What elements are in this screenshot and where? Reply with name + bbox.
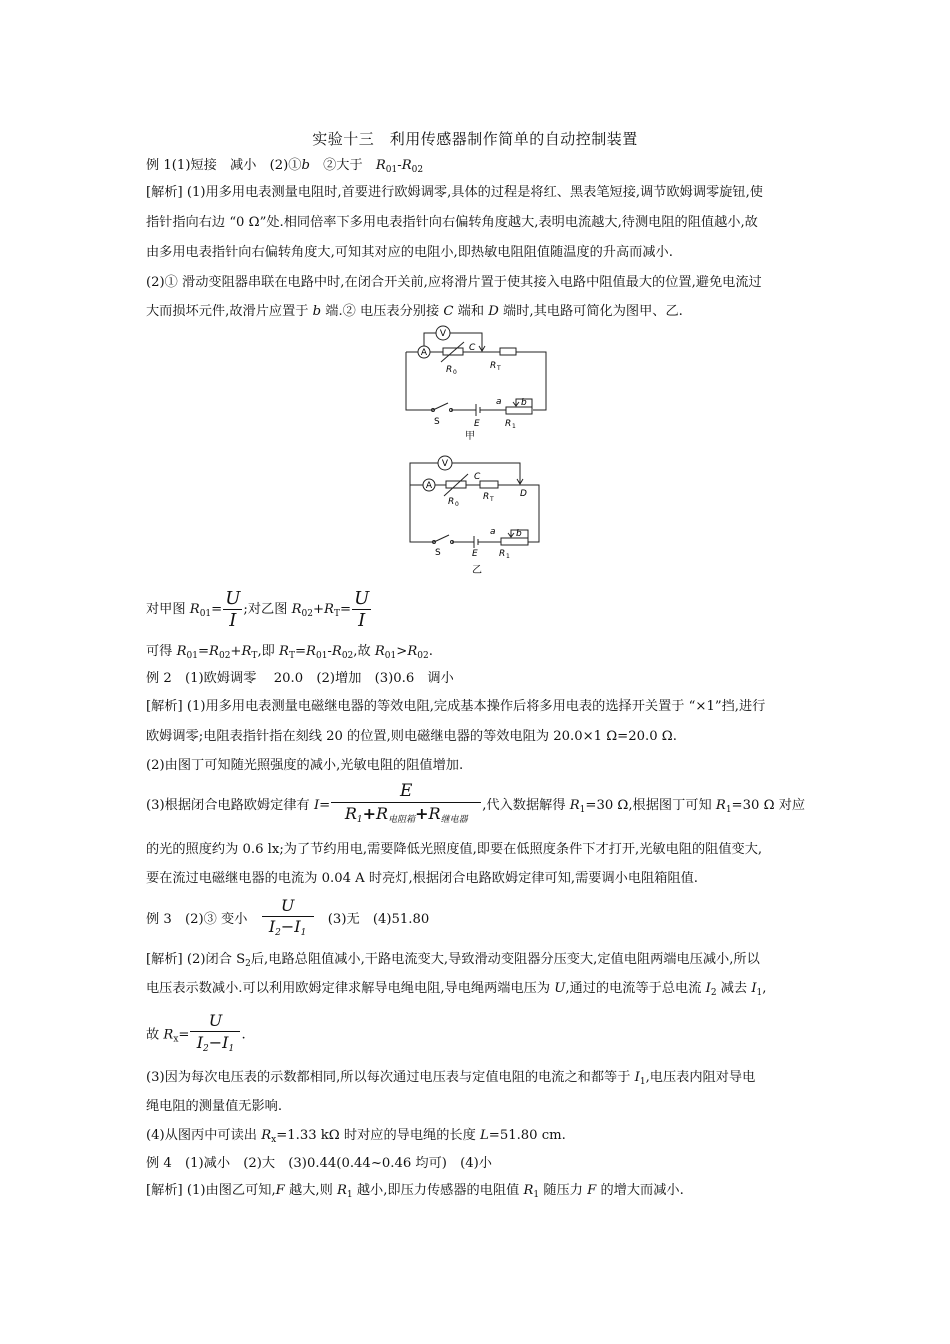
- svg-text:R: R: [448, 497, 455, 507]
- example-2-analysis-line-3: (2)由图丁可知随光照强度的减小,光敏电阻的阻值增加.: [146, 758, 464, 773]
- svg-text:S: S: [435, 548, 441, 558]
- svg-text:0: 0: [455, 501, 459, 508]
- figure-caption-b: 乙: [472, 565, 482, 576]
- example-1-analysis-line-1: [解析] (1)用多用电表测量电阻时,首要进行欧姆调零,具体的过程是将红、黑表笔短接,调节欧姆调零旋钮,使: [146, 185, 763, 200]
- svg-text:A: A: [420, 348, 428, 358]
- svg-text:C: C: [474, 472, 481, 482]
- svg-text:0: 0: [453, 369, 457, 376]
- example-1-equation: 对甲图 $R_{01}=$ $\frac{U}{I}$ ;对乙图 $R_{02}+R_T=$ $\frac{U}{I}$: [146, 588, 370, 631]
- svg-text:b: b: [516, 529, 522, 539]
- example-4-answer: 例 4 (1)减小 (2)大 (3)0.44(0.44~0.46 均可) (4)小: [146, 1156, 492, 1171]
- example-1-analysis-line-2: 指针指向右边 “0 Ω”处.相同倍率下多用电表指针向右偏转角度越大,表明电流越大,待测电阻的阻值越小,故: [146, 215, 758, 230]
- svg-text:R: R: [446, 365, 453, 375]
- example-1-analysis-line-5: 大而损坏元件,故滑片应置于 b 端.② 电压表分别接 C 端和 D 端时,其电路可简化为图甲、乙.: [146, 304, 683, 319]
- svg-text:V: V: [441, 459, 449, 469]
- circuit-diagram-a: [398, 320, 558, 445]
- svg-text:a: a: [490, 527, 496, 537]
- page-title: 实验十三 利用传感器制作简单的自动控制装置: [312, 130, 638, 148]
- example-1-answer: 例 1(1)短接 减小 (2)①b ②大于 $R_{01}-R_{02}$: [146, 158, 424, 175]
- svg-text:1: 1: [506, 553, 510, 560]
- svg-text:R: R: [499, 549, 506, 559]
- example-3-analysis-line-3: 故 $R_x=$ $\frac{U}{I_2-I_1}$ .: [146, 1011, 246, 1054]
- example-3-analysis-line-1: [解析] (2)闭合 $S_2$后,电路总阻值减小,干路电流变大,导致滑动变阻器分压变大,定值电阻两端电压减小,所以: [146, 952, 760, 969]
- svg-text:C: C: [469, 343, 476, 353]
- example-2-analysis-line-2: 欧姆调零;电阻表指针指在刻线 20 的位置,则电磁继电器的等效电阻为 20.0×1 Ω=20.0 Ω.: [146, 729, 677, 744]
- figure-caption-a: 甲: [465, 431, 475, 442]
- svg-text:E: E: [472, 549, 478, 559]
- example-2-analysis-line-1: [解析] (1)用多用电表测量电磁继电器的等效电阻,完成基本操作后将多用电表的选择开关置于 “×1”挡,进行: [146, 699, 766, 714]
- svg-text:a: a: [496, 397, 502, 407]
- example-3-analysis-line-2: 电压表示数减小.可以利用欧姆定律求解导电绳电阻,导电绳两端电压为 U,通过的电流等于总电流 $I_2$ 减去 $I_1$,: [146, 981, 767, 998]
- svg-text:R: R: [483, 492, 490, 502]
- svg-text:E: E: [474, 419, 480, 429]
- example-1-conclusion: 可得 $R_{01}=R_{02}+R_T$,即 $R_T=R_{01}-R_{02}$,故 $R_{01}>R_{02}$.: [146, 644, 433, 661]
- svg-text:b: b: [521, 398, 527, 408]
- example-2-analysis-line-4: (3)根据闭合电路欧姆定律有 I= $\frac{E}{R_1+R电阻箱+R继电器}$ ,代入数据解得 $R_1=30$ Ω,根据图丁可知 $R_1=30$ Ω 对应: [146, 781, 806, 825]
- svg-text:T: T: [497, 365, 501, 372]
- example-1-analysis-line-3: 由多用电表指针向右偏转角度大,可知其对应的电阻小,即热敏电阻阻值随温度的升高而减小.: [146, 245, 673, 260]
- svg-text:T: T: [490, 496, 494, 503]
- svg-text:1: 1: [512, 423, 516, 430]
- example-2-analysis-line-5: 的光的照度约为 0.6 lx;为了节约用电,需要降低光照度值,即要在低照度条件下才打开,光敏电阻的阻值变大,: [146, 842, 763, 857]
- svg-text:A: A: [425, 481, 433, 491]
- example-3-analysis-line-6: (4)从图丙中可读出 $R_x=1.33$ kΩ 时对应的导电绳的长度 L=51.80 cm.: [146, 1128, 566, 1145]
- example-4-analysis-line-1: [解析] (1)由图乙可知,F 越大,则 $R_1$ 越小,即压力传感器的电阻值 $R_1$ 随压力 F 的增大而减小.: [146, 1183, 684, 1200]
- svg-text:D: D: [520, 489, 527, 499]
- svg-text:R: R: [490, 361, 497, 371]
- svg-text:S: S: [434, 417, 440, 427]
- svg-text:V: V: [439, 329, 447, 339]
- example-3-analysis-line-5: 绳电阻的测量值无影响.: [146, 1099, 283, 1114]
- example-2-answer: 例 2 (1)欧姆调零 20.0 (2)增加 (3)0.6 调小: [146, 671, 454, 686]
- circuit-diagram-b: [404, 452, 554, 577]
- svg-text:R: R: [505, 419, 512, 429]
- example-3-answer: 例 3 (2)③ 变小 $\frac{U}{I_2-I_1}$ (3)无 (4)51.80: [146, 896, 430, 938]
- example-2-analysis-line-6: 要在流过电磁继电器的电流为 0.04 A 时亮灯,根据闭合电路欧姆定律可知,需要调小电阻箱阻值.: [146, 871, 698, 886]
- example-1-analysis-line-4: (2)① 滑动变阻器串联在电路中时,在闭合开关前,应将滑片置于使其接入电路中阻值最大的位置,避免电流过: [146, 275, 762, 290]
- example-3-analysis-line-4: (3)因为每次电压表的示数都相同,所以每次通过电压表与定值电阻的电流之和都等于 $I_1$,电压表内阻对导电: [146, 1070, 756, 1087]
